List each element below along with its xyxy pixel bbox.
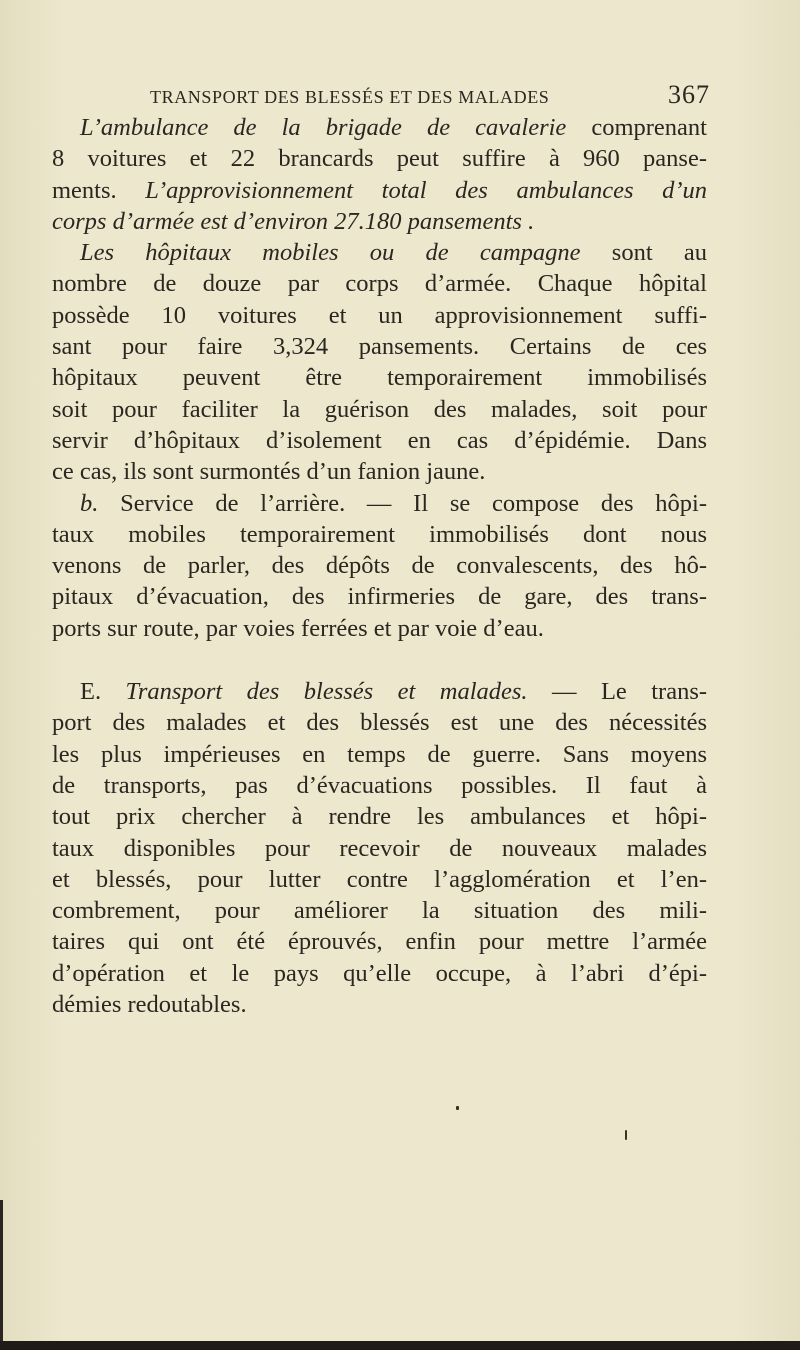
text-line: de transports, pas d’évacuations possibles. Il faut à — [52, 771, 707, 799]
text-line: tout prix chercher à rendre les ambulances et hôpi- — [52, 803, 707, 831]
section-gap — [52, 644, 707, 676]
paragraph-hopitaux-mobiles — [52, 237, 707, 487]
paragraph-service-arriere — [52, 488, 707, 644]
text-line: ments. L’approvisionnement total des ambulances d’un — [52, 176, 707, 204]
running-header — [150, 80, 710, 110]
text-line: hôpitaux peuvent être temporairement immobilisés — [52, 364, 707, 392]
text-line: pitaux d’évacuation, des infirmeries de gare, des trans- — [52, 583, 707, 611]
running-title: TRANSPORT DES BLESSÉS ET DES MALADES — [150, 87, 550, 107]
text-line: servir d’hôpitaux d’isolement en cas d’épidémie. Dans — [52, 426, 707, 454]
page-number: 367 — [668, 80, 710, 109]
text-line: les plus impérieuses en temps de guerre. Sans moyens — [52, 740, 707, 768]
page-edge-shadow — [0, 1200, 3, 1350]
text-line: taux mobiles temporairement immobilisés dont nous — [52, 520, 707, 548]
print-speck — [625, 1130, 627, 1140]
text-line: E. Transport des blessés et malades. — Le trans- — [80, 678, 708, 706]
text-line: venons de parler, des dépôts de convalescents, des hô- — [52, 552, 707, 580]
text-line: ports sur route, par voies ferrées et par voie d’eau. — [52, 614, 544, 642]
text-line: taires qui ont été éprouvés, enfin pour mettre l’armée — [52, 928, 707, 956]
text-line: 8 voitures et 22 brancards peut suffire à 960 panse- — [52, 145, 707, 173]
text-line: taux disponibles pour recevoir de nouveaux malades — [52, 834, 707, 862]
text-line: corps d’armée est d’environ 27.180 pansements . — [52, 207, 535, 235]
text-line: nombre de douze par corps d’armée. Chaque hôpital — [52, 270, 707, 298]
text-line: port des malades et des blessés est une des nécessités — [52, 709, 707, 737]
text-line: soit pour faciliter la guérison des malades, soit pour — [52, 395, 707, 423]
text-line: Les hôpitaux mobiles ou de campagne sont au — [80, 239, 708, 267]
text-line: combrement, pour améliorer la situation des mili- — [52, 897, 707, 925]
text-line: possède 10 voitures et un approvisionnement suffi- — [52, 301, 707, 329]
text-line: L’ambulance de la brigade de cavalerie comprenant — [80, 114, 707, 141]
text-line: b. Service de l’arrière. — Il se compose des hôpi- — [80, 489, 707, 517]
text-line: démies redoutables. — [52, 991, 247, 1019]
text-line: sant pour faire 3,324 pansements. Certains de ces — [52, 333, 707, 361]
paragraph-transport — [52, 676, 707, 1020]
body-text — [52, 112, 707, 1020]
paragraph-ambulance — [52, 112, 707, 237]
page-bottom-edge — [0, 1341, 800, 1350]
text-line: d’opération et le pays qu’elle occupe, à l’abri d’épi- — [52, 959, 707, 987]
text-line: ce cas, ils sont surmontés d’un fanion jaune. — [52, 458, 486, 486]
print-speck — [456, 1106, 459, 1110]
text-line: et blessés, pour lutter contre l’agglomération et l’en- — [52, 865, 707, 893]
